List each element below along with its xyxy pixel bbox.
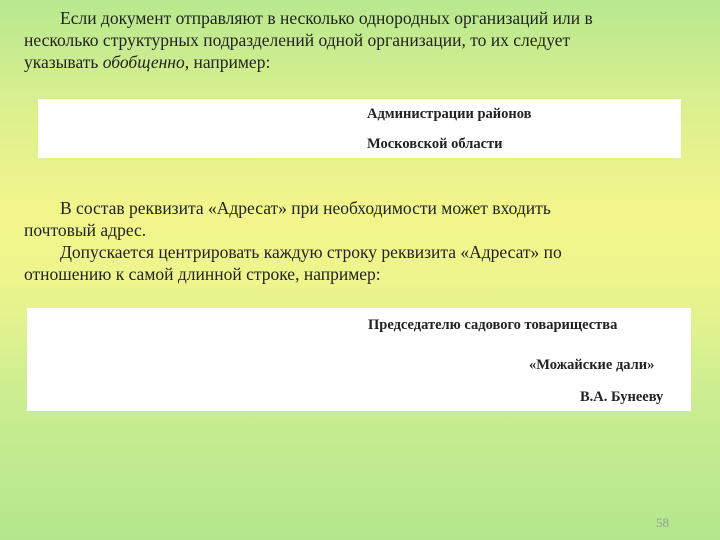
example-2-line-1: Председателю садового товарищества bbox=[368, 317, 618, 333]
address-line-3: Допускается центрировать каждую строку реквизита «Адресат» по bbox=[60, 242, 562, 262]
intro-line-3-start: указывать bbox=[24, 52, 103, 72]
example-box-1 bbox=[38, 99, 681, 158]
intro-line-3-end: , например: bbox=[184, 52, 271, 72]
example-box-2 bbox=[27, 308, 691, 411]
example-1-line-2: Московской области bbox=[367, 136, 503, 152]
address-line-1: В состав реквизита «Адресат» при необходимости может входить bbox=[60, 198, 551, 218]
intro-line-2: несколько структурных подразделений одной организации, то их следует bbox=[24, 30, 571, 50]
address-line-2: почтовый адрес. bbox=[24, 220, 147, 240]
address-paragraph bbox=[24, 197, 664, 285]
example-2-line-2: «Можайские дали» bbox=[529, 357, 655, 373]
intro-line-1: Если документ отправляют в несколько однородных организаций или в bbox=[60, 8, 593, 28]
example-1-line-1: Администрации районов bbox=[367, 106, 532, 122]
page-number: 58 bbox=[656, 515, 669, 530]
intro-line-3-emphasis: обобщенно bbox=[102, 52, 185, 72]
example-2-line-3: В.А. Бунееву bbox=[580, 389, 664, 405]
address-line-4: отношению к самой длинной строке, например: bbox=[24, 264, 381, 284]
intro-paragraph bbox=[24, 7, 664, 73]
